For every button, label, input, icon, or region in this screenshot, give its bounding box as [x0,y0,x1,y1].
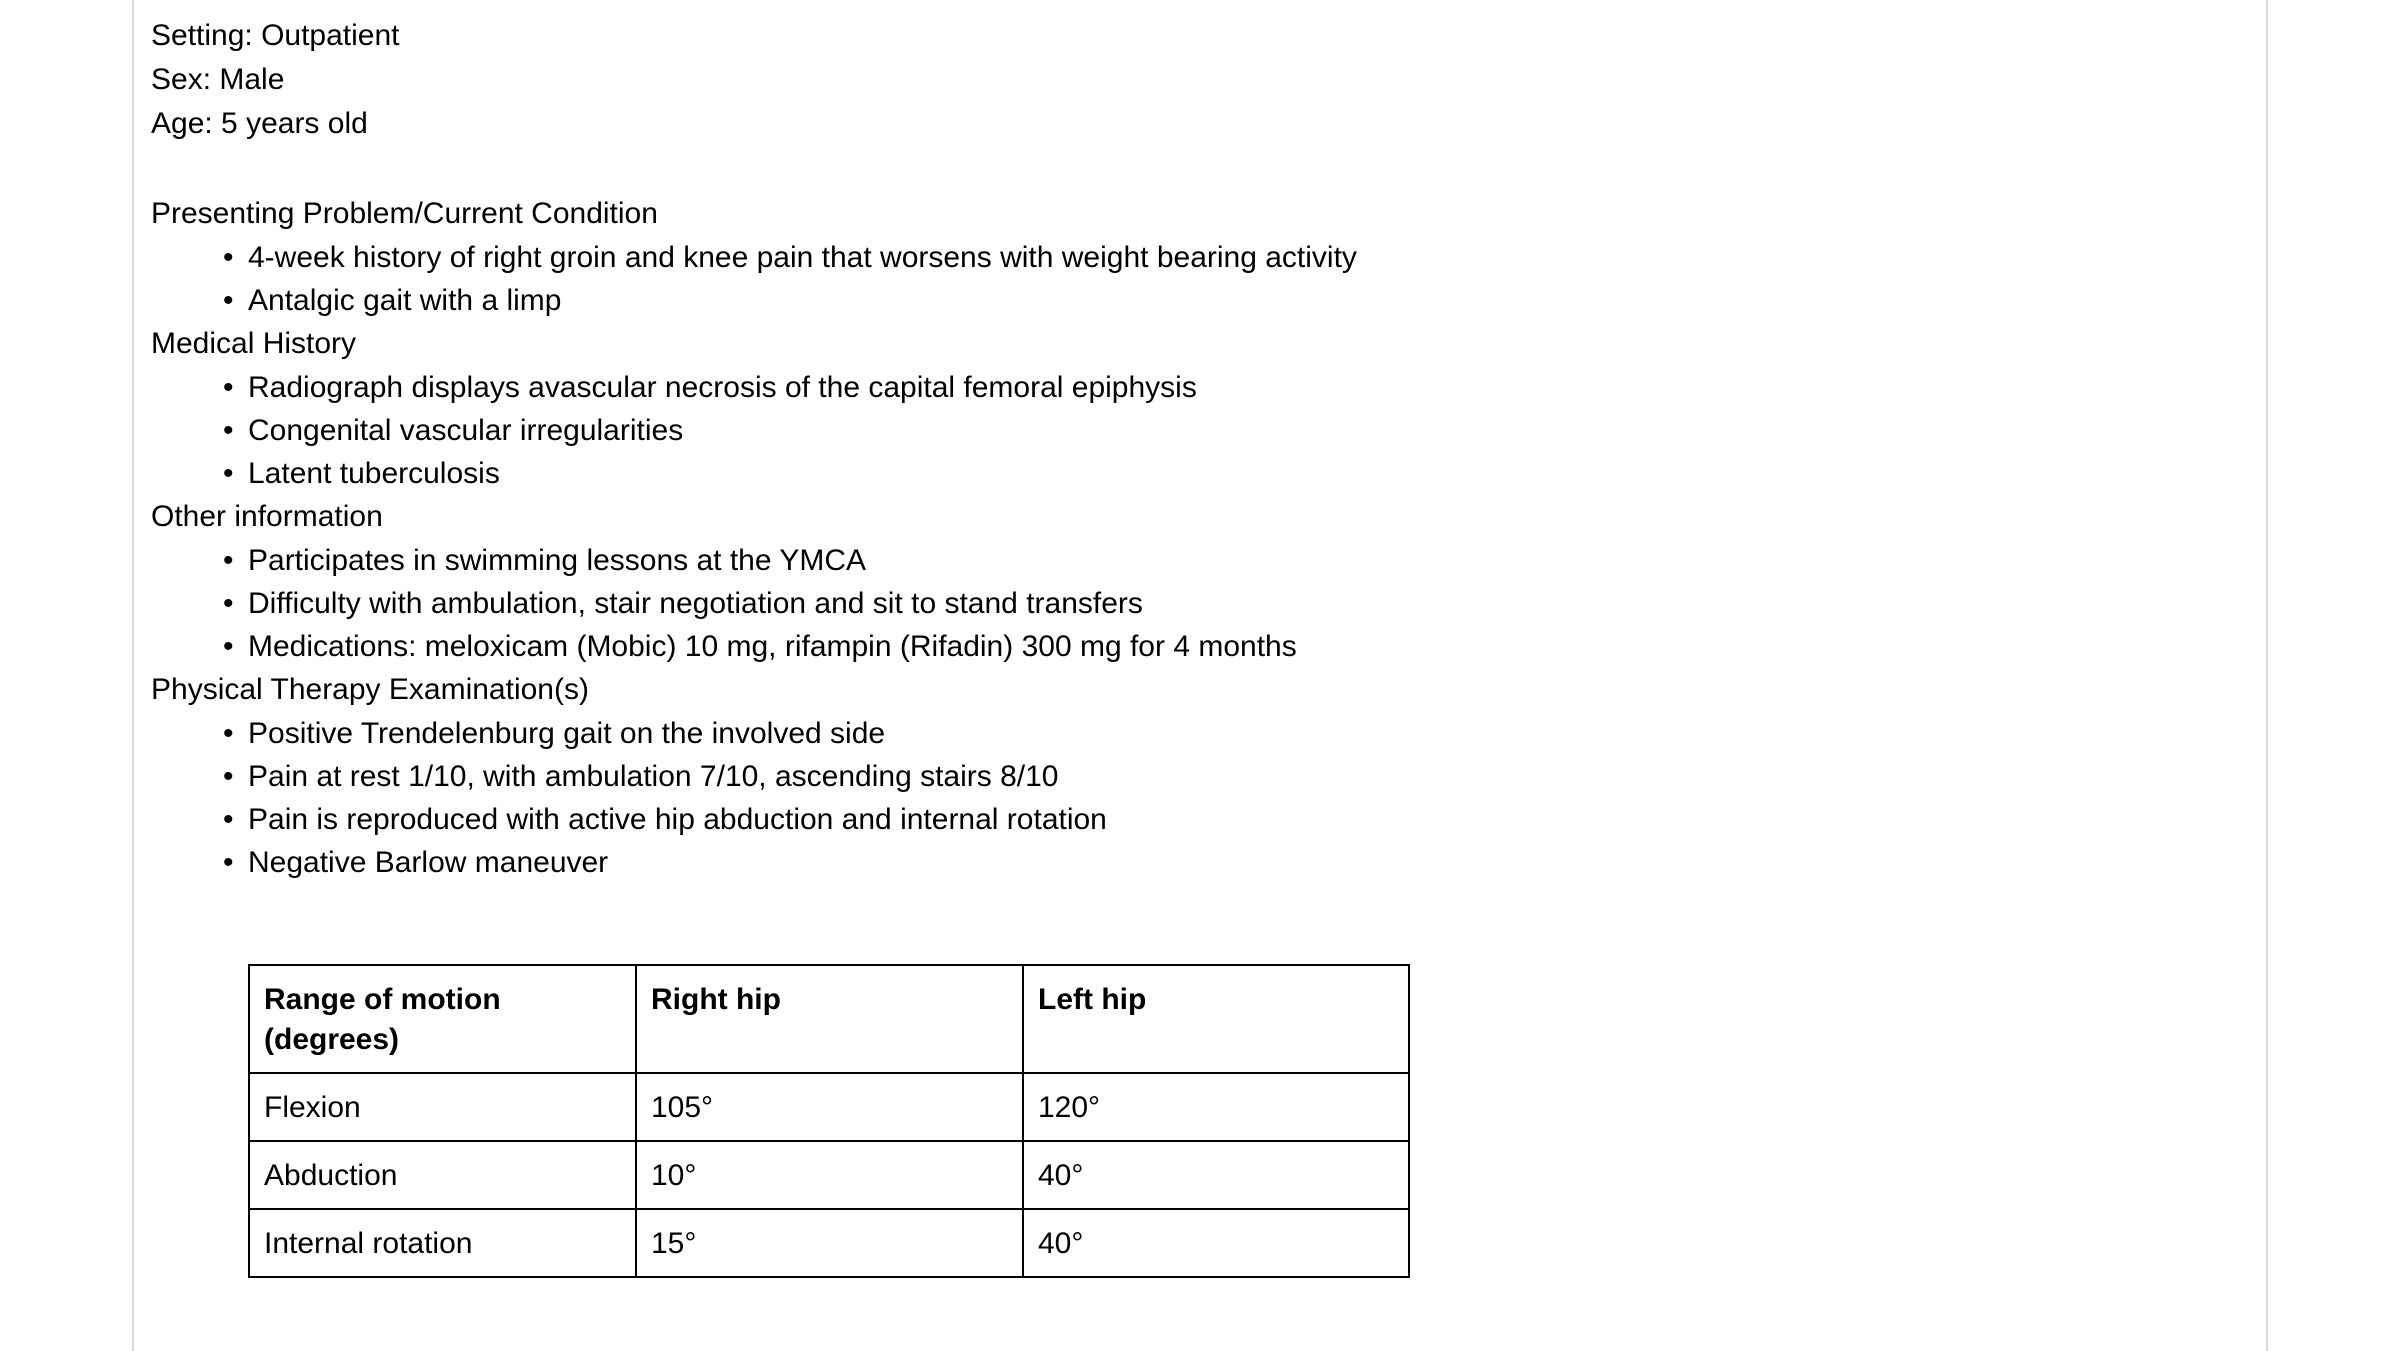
list-item-text: 4-week history of right groin and knee pain that worsens with weight bearing activity [248,241,1357,274]
bullet-icon: • [223,717,234,750]
bullet-icon: • [223,587,234,620]
section-presenting-problem [151,192,2231,322]
section-heading: Medical History [151,327,357,360]
bullet-icon: • [223,371,234,404]
section-heading: Physical Therapy Examination(s) [151,673,589,706]
table-cell: 10° [636,1141,1023,1209]
table-row [249,1073,1409,1141]
table-cell: Abduction [249,1141,636,1209]
list-item-text: Latent tuberculosis [248,457,500,490]
section-other-information [151,495,2231,668]
list-item [151,409,2231,452]
bullet-icon: • [223,803,234,836]
list-item [151,366,2231,409]
table-row [249,1209,1409,1277]
table-cell: 40° [1023,1141,1409,1209]
list-item [151,539,2231,582]
list-item-text: Medications: meloxicam (Mobic) 10 mg, rifampin (Rifadin) 300 mg for 4 months [248,630,1297,663]
bullet-list [151,712,2231,884]
bullet-list [151,366,2231,495]
list-item-text: Congenital vascular irregularities [248,414,684,447]
age-line: Age: 5 years old [151,107,368,140]
list-item-text: Antalgic gait with a limp [248,284,562,317]
list-item [151,279,2231,322]
list-item-text: Negative Barlow maneuver [248,846,609,879]
section-medical-history [151,322,2231,495]
table-cell: 40° [1023,1209,1409,1277]
section-heading: Other information [151,500,383,533]
document-page [132,0,2268,1351]
table-cell: Internal rotation [249,1209,636,1277]
bullet-icon: • [223,284,234,317]
table-row [249,1141,1409,1209]
rom-table-wrapper [248,964,2231,1278]
list-item [151,625,2231,668]
list-item [151,236,2231,279]
document-content [151,14,2231,1278]
section-heading: Presenting Problem/Current Condition [151,197,658,230]
table-cell: 15° [636,1209,1023,1277]
list-item [151,841,2231,884]
bullet-icon: • [223,630,234,663]
sex-line: Sex: Male [151,63,285,96]
bullet-icon: • [223,457,234,490]
bullet-icon: • [223,241,234,274]
bullet-list [151,539,2231,668]
list-item [151,712,2231,755]
bullet-list [151,236,2231,322]
list-item-text: Positive Trendelenburg gait on the involved side [248,717,886,750]
table-header-row [249,965,1409,1073]
list-item-text: Pain is reproduced with active hip abduction and internal rotation [248,803,1107,836]
list-item [151,755,2231,798]
list-item [151,582,2231,625]
table-header-cell: Range of motion (degrees) [249,965,636,1073]
bullet-icon: • [223,846,234,879]
table-cell: 120° [1023,1073,1409,1141]
table-header-cell: Left hip [1023,965,1409,1073]
bullet-icon: • [223,544,234,577]
bullet-icon: • [223,760,234,793]
spacer [151,146,2231,192]
range-of-motion-table [248,964,1410,1278]
section-physical-therapy-examination [151,668,2231,884]
table-header-cell: Right hip [636,965,1023,1073]
list-item-text: Pain at rest 1/10, with ambulation 7/10, ascending stairs 8/10 [248,760,1059,793]
bullet-icon: • [223,414,234,447]
list-item-text: Difficulty with ambulation, stair negotiation and sit to stand transfers [248,587,1143,620]
table-cell: Flexion [249,1073,636,1141]
table-cell: 105° [636,1073,1023,1141]
list-item [151,452,2231,495]
list-item-text: Participates in swimming lessons at the YMCA [248,544,867,577]
list-item [151,798,2231,841]
list-item-text: Radiograph displays avascular necrosis of the capital femoral epiphysis [248,371,1197,404]
setting-line: Setting: Outpatient [151,19,400,52]
